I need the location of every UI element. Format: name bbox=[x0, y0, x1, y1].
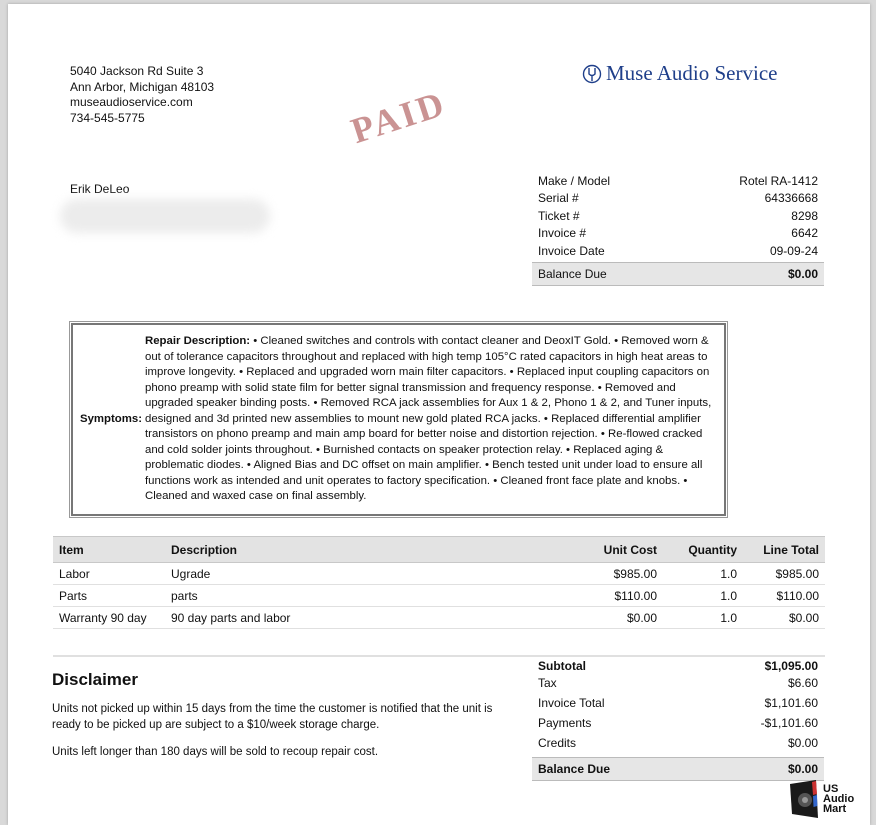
cell-quantity: 1.0 bbox=[663, 563, 743, 585]
col-description: Description bbox=[165, 537, 465, 563]
totals-value: $1,095.00 bbox=[764, 659, 818, 673]
totals-value: $1,101.60 bbox=[764, 695, 818, 710]
cell-quantity: 1.0 bbox=[663, 585, 743, 607]
totals-value: $0.00 bbox=[787, 736, 818, 750]
info-row bbox=[532, 172, 824, 190]
info-label: Make / Model bbox=[538, 173, 611, 188]
line-items-table bbox=[53, 536, 825, 629]
col-line-total: Line Total bbox=[743, 537, 825, 563]
speaker-logo-icon bbox=[788, 780, 820, 818]
shop-address bbox=[70, 64, 214, 126]
totals-value: $6.60 bbox=[787, 676, 818, 690]
repair-description-heading: Repair Description: bbox=[145, 335, 251, 348]
invoice-page bbox=[8, 4, 870, 825]
col-unit-cost: Unit Cost bbox=[465, 537, 663, 563]
info-value: 09-09-24 bbox=[769, 243, 818, 258]
balance-due-top bbox=[532, 262, 824, 286]
disclaimer-title: Disclaimer bbox=[52, 670, 138, 689]
watermark-line: Audio bbox=[823, 793, 855, 805]
info-label: Invoice # bbox=[538, 226, 587, 241]
section-divider bbox=[53, 655, 825, 657]
table-row bbox=[53, 563, 825, 585]
cell-item: Labor bbox=[53, 563, 165, 585]
info-value: 6642 bbox=[791, 226, 818, 241]
tax-row bbox=[532, 674, 824, 692]
cell-unit-cost: $110.00 bbox=[465, 585, 663, 607]
symptoms-box bbox=[71, 323, 726, 516]
cell-item: Parts bbox=[53, 585, 165, 607]
shop-logo bbox=[582, 61, 777, 86]
info-label: Invoice Date bbox=[538, 243, 605, 258]
repair-description-text: • Cleaned switches and controls with contact cleaner and DeoxIT Gold. • Removed worn & out of tolerance capacitors throughout and replaced with high temp 105°C rated capacitors in high heat areas to improve longevity. • Replaced and upgraded worn main filter capacitors. • Replaced input coupling capacitors on phono preamp with solid state film for better signal transmission and frequency response. • Removed and upgraded speaker binding posts. • Removed RCA jack assemblies for Aux 1 & 2, Phono 1 & 2, and Tuner inputs, designed and 3d printed new assemblies to mount new gold plated RCA jacks. • Replaced differential amplifier transistors on phono preamp and main amp board for better noise and distortion rejection. • Re-flowed cracked and cold solder joints throughout. • Burnished contacts on speaker protection relay. • Replaced aging & problematic diodes. • Aligned Bias and DC offset on main amplifier. • Bench tested unit under load to ensure all functions work as intended and unit operates to factory specification. • Cleaned front face plate and knobs. • Cleaned and waxed case on final assembly. bbox=[145, 335, 712, 503]
balance-due-bottom bbox=[532, 757, 824, 781]
info-label: Serial # bbox=[538, 191, 579, 206]
watermark-line: Mart bbox=[823, 803, 847, 815]
address-phone: 734-545-5775 bbox=[70, 110, 145, 125]
info-row bbox=[532, 190, 824, 208]
cell-line-total: $985.00 bbox=[743, 563, 825, 585]
address-line: 5040 Jackson Rd Suite 3 bbox=[70, 64, 204, 78]
repair-description bbox=[145, 334, 724, 505]
table-row bbox=[53, 607, 825, 629]
cell-description: 90 day parts and labor bbox=[165, 607, 465, 629]
shop-name: Muse Audio Service bbox=[606, 61, 778, 85]
totals-label: Invoice Total bbox=[538, 695, 605, 710]
invoice-total-row bbox=[532, 692, 824, 713]
cell-unit-cost: $0.00 bbox=[465, 607, 663, 629]
subtotal-row bbox=[532, 658, 824, 674]
info-row bbox=[532, 242, 824, 260]
balance-label: Balance Due bbox=[538, 762, 611, 776]
balance-value: $0.00 bbox=[787, 266, 818, 281]
info-row bbox=[532, 207, 824, 225]
tuning-fork-logo-icon bbox=[582, 64, 602, 84]
cell-line-total: $0.00 bbox=[743, 607, 825, 629]
balance-label: Balance Due bbox=[538, 266, 607, 281]
totals-label: Payments bbox=[538, 716, 592, 730]
balance-value: $0.00 bbox=[787, 762, 818, 776]
cell-line-total: $110.00 bbox=[743, 585, 825, 607]
table-header-row bbox=[53, 537, 825, 563]
paid-stamp: PAID bbox=[346, 82, 452, 152]
totals-label: Subtotal bbox=[538, 659, 586, 673]
table-row bbox=[53, 585, 825, 607]
symptoms-label: Symptoms: bbox=[79, 412, 142, 425]
cell-description: parts bbox=[165, 585, 465, 607]
cell-item: Warranty 90 day bbox=[53, 607, 165, 629]
info-row bbox=[532, 225, 824, 243]
watermark-line: US bbox=[823, 783, 839, 795]
totals-label: Credits bbox=[538, 736, 577, 750]
cell-unit-cost: $985.00 bbox=[465, 563, 663, 585]
customer-name: Erik DeLeo bbox=[70, 182, 130, 196]
cell-quantity: 1.0 bbox=[663, 607, 743, 629]
totals-label: Tax bbox=[538, 676, 557, 690]
redacted-address bbox=[60, 199, 270, 233]
credits-row bbox=[532, 733, 824, 753]
invoice-info bbox=[532, 172, 824, 286]
info-value: 64336668 bbox=[764, 191, 818, 206]
cell-description: Ugrade bbox=[165, 563, 465, 585]
us-audio-mart-watermark bbox=[788, 780, 854, 818]
totals-value: -$1,101.60 bbox=[760, 716, 818, 730]
totals-summary bbox=[532, 658, 824, 781]
col-item: Item bbox=[53, 537, 165, 563]
payments-row bbox=[532, 713, 824, 733]
info-label: Ticket # bbox=[538, 208, 580, 223]
disclaimer-storage: Units not picked up within 15 days from the time the customer is notified that the unit is ready to be picked up are subject to a $10/week storage charge. bbox=[52, 703, 493, 731]
address-line: Ann Arbor, Michigan 48103 bbox=[70, 79, 215, 94]
col-quantity: Quantity bbox=[663, 537, 743, 563]
address-website[interactable]: museaudioservice.com bbox=[70, 95, 193, 109]
info-value: Rotel RA-1412 bbox=[739, 173, 818, 188]
info-value: 8298 bbox=[791, 208, 818, 223]
disclaimer-sale: Units left longer than 180 days will be sold to recoup repair cost. bbox=[52, 746, 379, 758]
